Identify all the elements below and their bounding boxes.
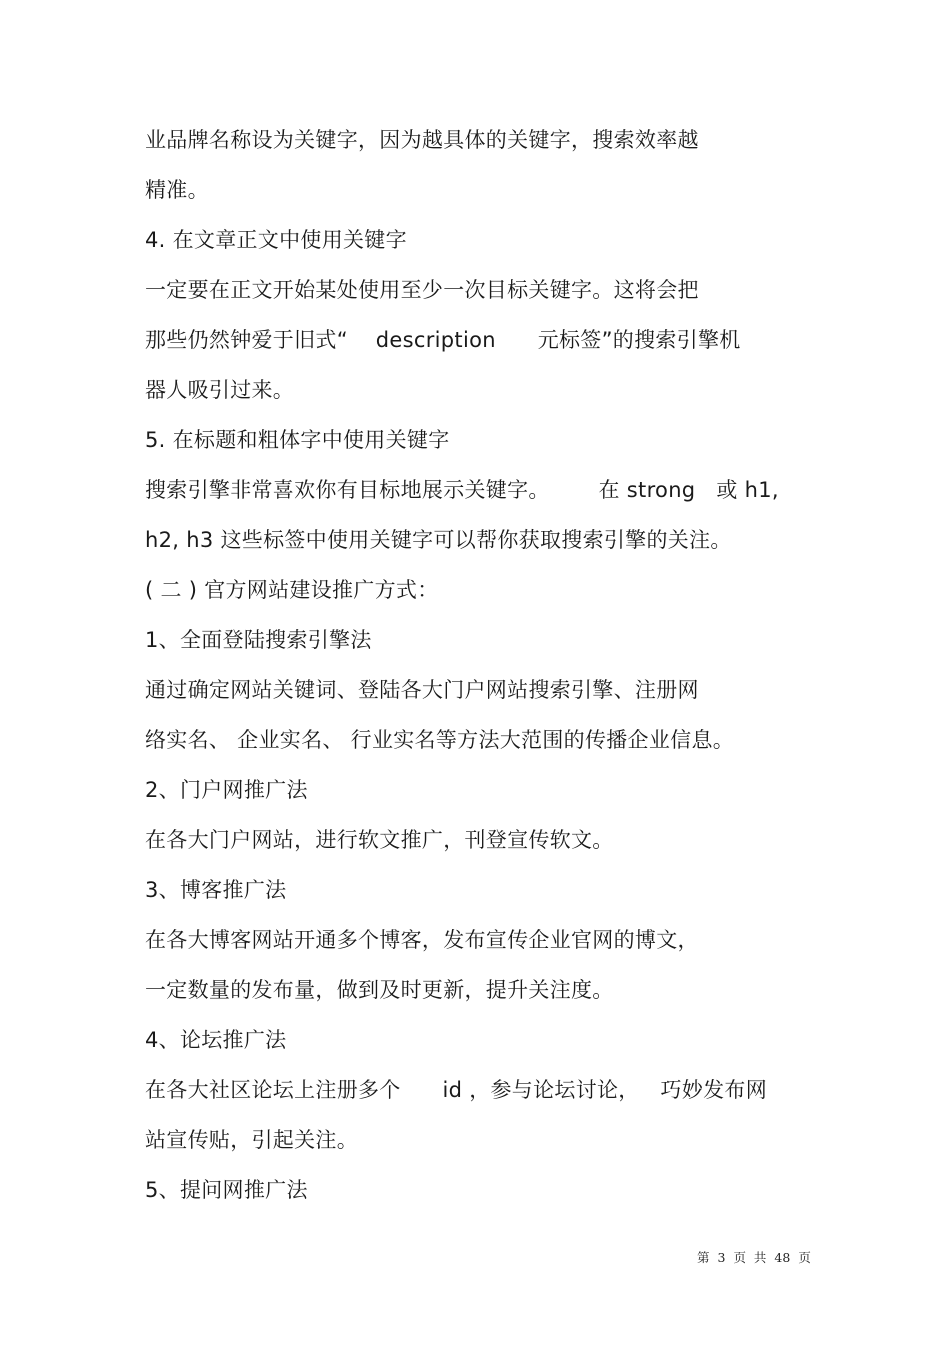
text-line: 在各大博客网站开通多个博客，发布宣传企业官网的博文， — [145, 928, 699, 952]
text-line: 一定数量的发布量，做到及时更新，提升关注度。 — [145, 978, 614, 1002]
text-line: h2, h3 这些标签中使用关键字可以帮你获取搜索引擎的关注。 — [145, 528, 732, 552]
page-number-footer — [693, 1248, 815, 1268]
text-line: 在各大社区论坛上注册多个 id ，参与论坛讨论， 巧妙发布网 — [145, 1078, 768, 1102]
total-page-count: 48 — [774, 1250, 791, 1265]
document-body — [145, 115, 825, 1215]
text-line: 通过确定网站关键词、登陆各大门户网站搜索引擎、注册网 — [145, 678, 699, 702]
section-heading: 5、提问网推广法 — [145, 1178, 308, 1202]
current-page-number: 3 — [717, 1250, 726, 1265]
section-heading: 5. 在标题和粗体字中使用关键字 — [145, 428, 450, 452]
section-heading: 2、门户网推广法 — [145, 778, 308, 802]
section-heading: ( 二 ) 官方网站建设推广方式： — [145, 578, 439, 602]
text-line: 器人吸引过来。 — [145, 378, 295, 402]
text-line: 业品牌名称设为关键字，因为越具体的关键字，搜索效率越 — [145, 128, 699, 152]
text-line: 络实名、 企业实名、 行业实名等方法大范围的传播企业信息。 — [145, 728, 735, 752]
text-line: 搜索引擎非常喜欢你有目标地展示关键字。 在 strong 或 h1, — [145, 478, 779, 502]
section-heading: 4. 在文章正文中使用关键字 — [145, 228, 407, 252]
footer-middle: 页 共 — [733, 1250, 767, 1265]
text-line: 站宣传贴，引起关注。 — [145, 1128, 358, 1152]
text-line: 精准。 — [145, 178, 209, 202]
section-heading: 3、博客推广法 — [145, 878, 287, 902]
text-line: 那些仍然钟爱于旧式“ description 元标签”的搜索引擎机 — [145, 328, 741, 352]
section-heading: 1、全面登陆搜索引擎法 — [145, 628, 372, 652]
text-line: 一定要在正文开始某处使用至少一次目标关键字。这将会把 — [145, 278, 699, 302]
section-heading: 4、论坛推广法 — [145, 1028, 287, 1052]
footer-suffix: 页 — [798, 1250, 811, 1265]
text-line: 在各大门户网站，进行软文推广，刊登宣传软文。 — [145, 828, 614, 852]
footer-prefix: 第 — [697, 1250, 710, 1265]
